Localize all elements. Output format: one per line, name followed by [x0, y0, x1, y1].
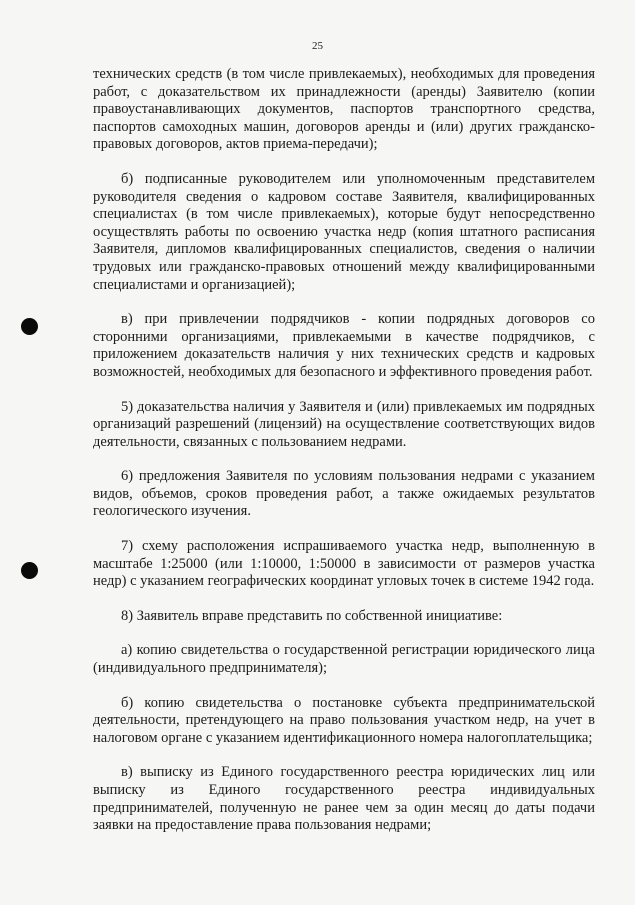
paragraph-v-extract: в) выписку из Единого государственного реестра юридических лиц или выписку из Единого государственного реестра индивидуальных предпринимателей, полученную не ранее чем за один месяц до даты подачи заявки на предоставление права пользования недрами; — [93, 764, 595, 834]
punch-hole-bottom — [21, 562, 38, 579]
punch-hole-top — [21, 318, 38, 335]
paragraph-b-tax: б) копию свидетельства о постановке субъекта предпринимательской деятельности, претендующего на право пользования участком недр, на учет в налоговом органе с указанием идентификационного номера налогоплательщика; — [93, 694, 595, 746]
paragraph-b-staff: б) подписанные руководителем или уполномоченным представителем руководителя сведения о кадровом составе Заявителя, квалифицированных специалистах (в том числе привлекаемых), которые будут непосредственно осуществлять работы по освоению участка недр (копия штатного расписания Заявителя, дипломов квалифицированных специалистов, сведения о наличии трудовых или гражданско-правовых отношений между квалифицированными специалистами и организацией); — [93, 170, 595, 293]
paragraph-5-licenses: 5) доказательства наличия у Заявителя и (или) привлекаемых им подрядных организаций разрешений (лицензий) на осуществление соответствующих видов деятельности, связанных с пользованием недрами. — [93, 398, 595, 450]
paragraph-a-registration: а) копию свидетельства о государственной регистрации юридического лица (индивидуального предпринимателя); — [93, 642, 595, 677]
paragraph-technical-means: технических средств (в том числе привлекаемых), необходимых для проведения работ, с доказательством их принадлежности (аренды) Заявителю (копии правоустанавливающих документов, паспортов транспортного средства, паспортов самоходных машин, договоров аренды и (или) других гражданско-правовых договоров, актов приема-передачи); — [93, 66, 595, 153]
page-number: 25 — [312, 40, 323, 52]
paragraph-8-optional: 8) Заявитель вправе представить по собственной инициативе: — [121, 607, 503, 624]
paragraph-6-proposals: 6) предложения Заявителя по условиям пользования недрами с указанием видов, объемов, сроков проведения работ, а также ожидаемых результатов геологического изучения. — [93, 468, 595, 520]
paragraph-7-scheme: 7) схему расположения испрашиваемого участка недр, выполненную в масштабе 1:25000 (или 1:10000, 1:50000 в зависимости от размеров участка недр) с указанием географических координат угловых точек в системе 1942 года. — [93, 538, 595, 590]
paragraph-v-contractors: в) при привлечении подрядчиков - копии подрядных договоров со сторонними организациями, привлекаемыми в качестве подрядчиков, с приложением доказательств наличия у них технических средств и кадровых возможностей, необходимых для безопасного и эффективного проведения работ. — [93, 311, 595, 380]
document-body — [93, 66, 595, 852]
